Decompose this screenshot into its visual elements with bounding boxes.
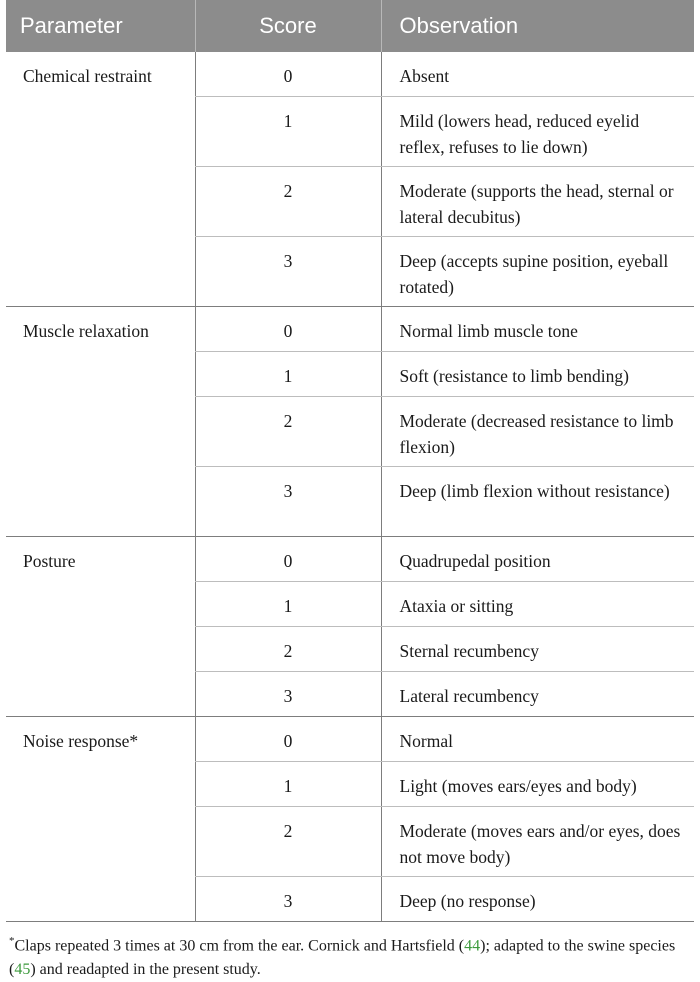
observation-cell: Deep (limb flexion without resistance) bbox=[381, 467, 694, 537]
scoring-table bbox=[6, 0, 694, 922]
score-cell: 2 bbox=[195, 167, 381, 237]
table-footnote bbox=[9, 929, 694, 982]
observation-cell: Light (moves ears/eyes and body) bbox=[381, 762, 694, 807]
score-cell: 2 bbox=[195, 807, 381, 877]
parameter-cell: Chemical restraint bbox=[6, 52, 195, 307]
footnote-text: ); adapted to the swine species ( bbox=[9, 937, 676, 979]
score-cell: 3 bbox=[195, 672, 381, 717]
score-cell: 0 bbox=[195, 537, 381, 582]
observation-cell: Sternal recumbency bbox=[381, 627, 694, 672]
score-cell: 1 bbox=[195, 582, 381, 627]
table-row bbox=[6, 52, 694, 97]
score-cell: 2 bbox=[195, 397, 381, 467]
table-row bbox=[6, 307, 694, 352]
observation-cell: Soft (resistance to limb bending) bbox=[381, 352, 694, 397]
table-header bbox=[6, 0, 694, 52]
table-row bbox=[6, 537, 694, 582]
parameter-cell: Posture bbox=[6, 537, 195, 717]
observation-cell: Ataxia or sitting bbox=[381, 582, 694, 627]
reference-link-44[interactable]: 44 bbox=[464, 937, 481, 955]
header-row bbox=[6, 0, 694, 52]
parameter-cell: Muscle relaxation bbox=[6, 307, 195, 537]
observation-cell: Mild (lowers head, reduced eyelid reflex, refuses to lie down) bbox=[381, 97, 694, 167]
header-parameter: Parameter bbox=[6, 0, 195, 52]
score-cell: 2 bbox=[195, 627, 381, 672]
observation-cell: Absent bbox=[381, 52, 694, 97]
table-row bbox=[6, 717, 694, 762]
score-cell: 3 bbox=[195, 467, 381, 537]
score-cell: 1 bbox=[195, 352, 381, 397]
header-score: Score bbox=[195, 0, 381, 52]
score-cell: 3 bbox=[195, 237, 381, 307]
score-cell: 0 bbox=[195, 307, 381, 352]
observation-cell: Moderate (decreased resistance to limb flexion) bbox=[381, 397, 694, 467]
score-cell: 1 bbox=[195, 762, 381, 807]
score-cell: 3 bbox=[195, 877, 381, 922]
observation-cell: Moderate (supports the head, sternal or lateral decubitus) bbox=[381, 167, 694, 237]
score-cell: 1 bbox=[195, 97, 381, 167]
score-cell: 0 bbox=[195, 52, 381, 97]
parameter-cell: Noise response* bbox=[6, 717, 195, 922]
observation-cell: Moderate (moves ears and/or eyes, does not move body) bbox=[381, 807, 694, 877]
table-body bbox=[6, 52, 694, 922]
observation-cell: Deep (no response) bbox=[381, 877, 694, 922]
table-figure bbox=[6, 0, 694, 982]
observation-cell: Lateral recumbency bbox=[381, 672, 694, 717]
footnote-text: ) and readapted in the present study. bbox=[30, 961, 261, 979]
footnote-text: Claps repeated 3 times at 30 cm from the ear. Cornick and Hartsfield ( bbox=[14, 937, 465, 955]
reference-link-45[interactable]: 45 bbox=[14, 961, 31, 979]
observation-cell: Normal limb muscle tone bbox=[381, 307, 694, 352]
score-cell: 0 bbox=[195, 717, 381, 762]
observation-cell: Deep (accepts supine position, eyeball rotated) bbox=[381, 237, 694, 307]
footnote-marker: * bbox=[9, 935, 15, 947]
header-observation: Observation bbox=[381, 0, 694, 52]
observation-cell: Quadrupedal position bbox=[381, 537, 694, 582]
observation-cell: Normal bbox=[381, 717, 694, 762]
